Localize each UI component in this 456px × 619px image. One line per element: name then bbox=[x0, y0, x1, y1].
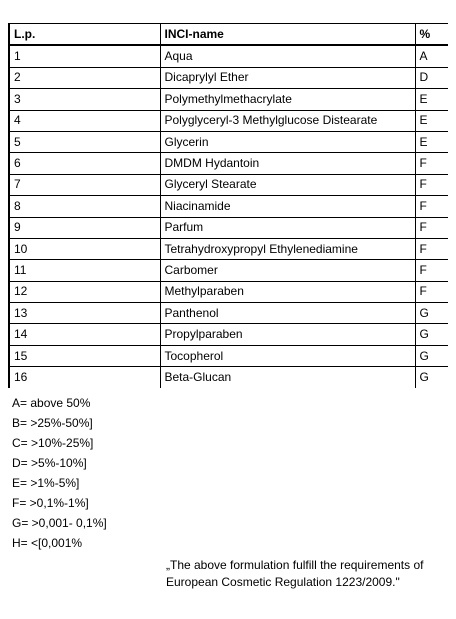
percent-class: G bbox=[415, 324, 448, 345]
header-percent: % bbox=[415, 24, 448, 46]
row-number: 10 bbox=[9, 238, 160, 259]
percent-class: F bbox=[415, 196, 448, 217]
row-number: 3 bbox=[9, 89, 160, 110]
legend-item: H= <[0,001% bbox=[12, 536, 83, 550]
row-number: 12 bbox=[9, 281, 160, 302]
percent-class: E bbox=[415, 89, 448, 110]
inci-name: Parfum bbox=[160, 217, 415, 238]
row-number: 1 bbox=[9, 45, 160, 67]
table-row bbox=[9, 324, 448, 345]
row-number: 14 bbox=[9, 324, 160, 345]
row-number: 4 bbox=[9, 110, 160, 131]
percent-class: A bbox=[415, 45, 448, 67]
inci-name: Propylparaben bbox=[160, 324, 415, 345]
legend-item: C= >10%-25%] bbox=[12, 436, 94, 450]
inci-name: DMDM Hydantoin bbox=[160, 153, 415, 174]
table-row bbox=[9, 367, 448, 388]
inci-name: Polyglyceryl-3 Methylglucose Distearate bbox=[160, 110, 415, 131]
row-number: 2 bbox=[9, 67, 160, 88]
percent-class: G bbox=[415, 367, 448, 388]
inci-name: Tocopherol bbox=[160, 345, 415, 366]
row-number: 5 bbox=[9, 131, 160, 152]
inci-name: Dicaprylyl Ether bbox=[160, 67, 415, 88]
table-row bbox=[9, 89, 448, 110]
inci-name: Carbomer bbox=[160, 260, 415, 281]
table-row bbox=[9, 110, 448, 131]
table-row bbox=[9, 217, 448, 238]
percent-class: E bbox=[415, 110, 448, 131]
table-row bbox=[9, 174, 448, 195]
inci-name: Tetrahydroxypropyl Ethylenediamine bbox=[160, 238, 415, 259]
legend-item: E= >1%-5%] bbox=[12, 476, 80, 490]
percent-class: F bbox=[415, 153, 448, 174]
row-number: 6 bbox=[9, 153, 160, 174]
legend-item: F= >0,1%-1%] bbox=[12, 496, 89, 510]
table-header-row bbox=[9, 24, 448, 46]
inci-name: Polymethylmethacrylate bbox=[160, 89, 415, 110]
legend-item: A= above 50% bbox=[12, 396, 91, 410]
table-row bbox=[9, 45, 448, 67]
legend-item: G= >0,001- 0,1%] bbox=[12, 516, 107, 530]
inci-name: Beta-Glucan bbox=[160, 367, 415, 388]
inci-name: Niacinamide bbox=[160, 196, 415, 217]
row-number: 15 bbox=[9, 345, 160, 366]
header-inci-name: INCI-name bbox=[160, 24, 415, 46]
inci-name: Aqua bbox=[160, 45, 415, 67]
percent-class: F bbox=[415, 281, 448, 302]
row-number: 7 bbox=[9, 174, 160, 195]
table-row bbox=[9, 303, 448, 324]
table-row bbox=[9, 131, 448, 152]
percent-class: G bbox=[415, 303, 448, 324]
concentration-legend bbox=[12, 393, 107, 553]
percent-class: F bbox=[415, 217, 448, 238]
row-number: 11 bbox=[9, 260, 160, 281]
table-row bbox=[9, 196, 448, 217]
legend-item: B= >25%-50%] bbox=[12, 416, 93, 430]
percent-class: E bbox=[415, 131, 448, 152]
inci-name: Glycerin bbox=[160, 131, 415, 152]
inci-name: Glyceryl Stearate bbox=[160, 174, 415, 195]
table-row bbox=[9, 260, 448, 281]
row-number: 13 bbox=[9, 303, 160, 324]
percent-class: F bbox=[415, 260, 448, 281]
legend-item: D= >5%-10%] bbox=[12, 456, 87, 470]
inci-name: Methylparaben bbox=[160, 281, 415, 302]
row-number: 8 bbox=[9, 196, 160, 217]
table-row bbox=[9, 238, 448, 259]
table-row bbox=[9, 67, 448, 88]
percent-class: F bbox=[415, 174, 448, 195]
ingredients-table bbox=[8, 23, 448, 388]
table-row bbox=[9, 153, 448, 174]
inci-name: Panthenol bbox=[160, 303, 415, 324]
table-row bbox=[9, 345, 448, 366]
row-number: 16 bbox=[9, 367, 160, 388]
row-number: 9 bbox=[9, 217, 160, 238]
percent-class: D bbox=[415, 67, 448, 88]
percent-class: F bbox=[415, 238, 448, 259]
table-row bbox=[9, 281, 448, 302]
percent-class: G bbox=[415, 345, 448, 366]
regulation-note: „The above formulation fulfill the requirements of European Cosmetic Regulation 1223/2009." bbox=[166, 558, 424, 589]
header-lp: L.p. bbox=[9, 24, 160, 46]
